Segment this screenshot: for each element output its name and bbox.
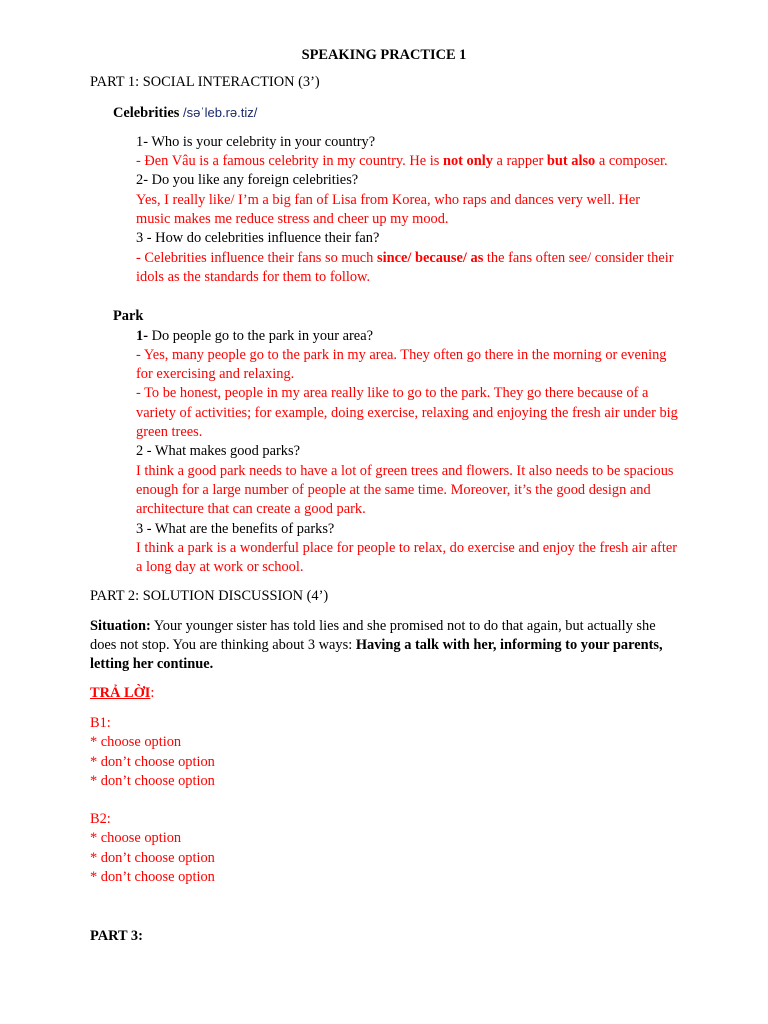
b2-item: * don’t choose option	[90, 868, 215, 885]
celebrities-a1-mid: a rapper	[492, 153, 547, 170]
celebrities-q1: 1- Who is your celebrity in your country?	[136, 133, 376, 150]
celebrities-label: Celebrities	[113, 104, 180, 121]
celebrities-ipa: /səˈleb.rə.tiz/	[182, 104, 258, 120]
park-heading: Park	[113, 308, 144, 325]
page-title: SPEAKING PRACTICE 1	[301, 47, 467, 63]
park-q1-text: Do people go to the park in your area?	[148, 327, 373, 344]
b2-item: * choose option	[90, 830, 182, 847]
answer-colon: :	[150, 684, 155, 701]
celebrities-a3-bold: since/ because/ as	[376, 249, 484, 266]
b2-label: B2:	[90, 811, 111, 828]
b2-block	[90, 810, 678, 887]
b1-label: B1:	[90, 714, 111, 731]
b1-block	[90, 714, 678, 791]
celebrities-a1	[136, 152, 678, 171]
answer-heading	[90, 684, 678, 703]
celebrities-a1-bold1: not only	[442, 153, 493, 170]
celebrities-a1-bold2: but also	[546, 153, 596, 170]
b2-item: * don’t choose option	[90, 849, 215, 866]
part3-heading: PART 3:	[90, 928, 143, 945]
b1-item: * don’t choose option	[90, 753, 215, 770]
situation-paragraph	[90, 617, 678, 675]
part1-heading: PART 1: SOCIAL INTERACTION (3’)	[90, 74, 320, 91]
park-q3: 3 - What are the benefits of parks?	[136, 520, 335, 537]
situation-label: Situation:	[90, 617, 151, 634]
answer-label: TRẢ LỜI	[90, 684, 151, 701]
celebrities-a3-pre: - Celebrities influence their fans so much	[136, 249, 377, 266]
celebrities-a3-post: the fans often see/ consider their idols as the standards for them to follow.	[136, 249, 674, 285]
celebrities-a2: Yes, I really like/ I’m a big fan of Lisa from Korea, who raps and dances very well. Her music makes me reduce stress and cheer up my mood.	[136, 191, 641, 228]
b1-item: * choose option	[90, 734, 182, 751]
situation-options: Having a talk with her, informing to your parents, letting her continue.	[90, 637, 663, 673]
celebrities-a3	[136, 249, 678, 288]
celebrities-q3: 3 - How do celebrities influence their fan?	[136, 230, 380, 247]
celebrities-heading	[113, 103, 678, 123]
celebrities-q2: 2- Do you like any foreign celebrities?	[136, 172, 359, 189]
park-a1b: - To be honest, people in my area really like to go to the park. They go there because of a variety of activities; for example, doing exercise, relaxing and enjoying the fresh air under big green trees.	[136, 385, 678, 441]
park-q1	[136, 327, 678, 346]
park-a3: I think a park is a wonderful place for people to relax, do exercise and enjoy the fresh air after a long day at work or school.	[136, 539, 678, 576]
situation-text: Your younger sister has told lies and she promised not to do that again, but actually she does not stop. You are thinking about 3 ways:	[90, 617, 656, 654]
celebrities-a1-post: a composer.	[595, 153, 668, 170]
park-q1-num: 1-	[136, 327, 148, 344]
b1-item: * don’t choose option	[90, 772, 215, 789]
park-q2: 2 - What makes good parks?	[136, 443, 300, 460]
park-a1a: - Yes, many people go to the park in my area. They often go there in the morning or evening for exercising and relaxing.	[136, 346, 667, 383]
celebrities-a1-pre: - Đen Vâu is a famous celebrity in my country. He is	[136, 153, 443, 170]
part2-heading: PART 2: SOLUTION DISCUSSION (4’)	[90, 588, 329, 605]
document-page	[90, 44, 678, 947]
park-a2: I think a good park needs to have a lot of green trees and flowers. It also needs to be spacious enough for a large number of people at the same time. Moreover, it’s the good design and architecture that can create a good park.	[136, 462, 674, 518]
